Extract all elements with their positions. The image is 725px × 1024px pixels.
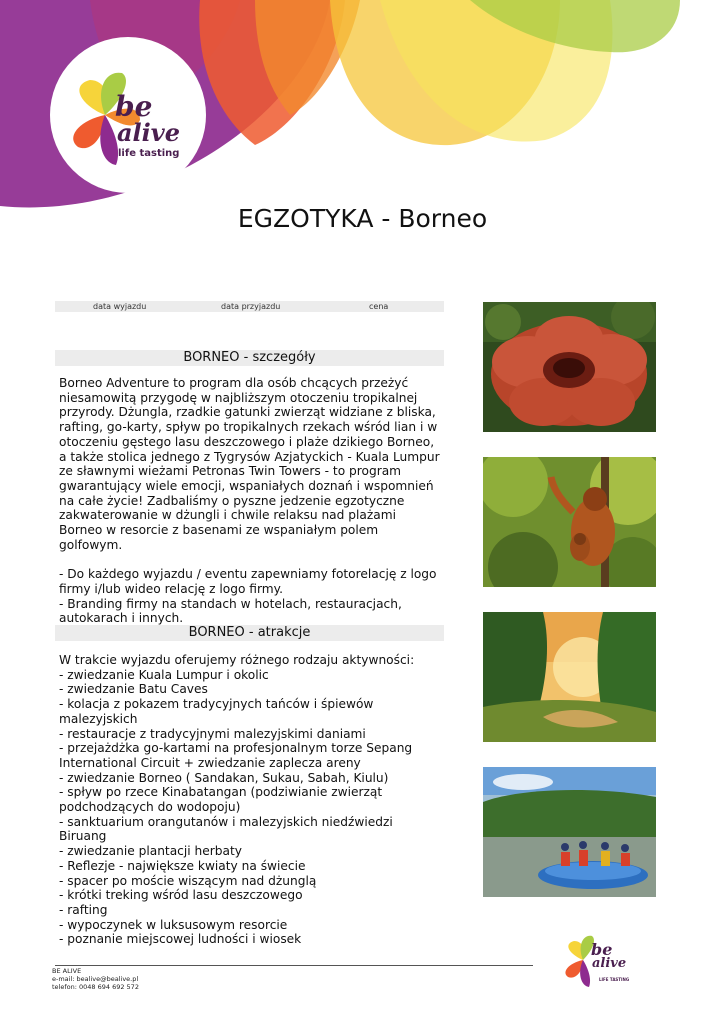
footer-email: e-mail: bealive@bealive.pl: [52, 975, 139, 983]
attraction-item: - krótki treking wśród lasu deszczowego: [59, 888, 303, 903]
attractions-list: [59, 653, 442, 947]
attraction-item: - spacer po moście wiszącym nad dżunglą: [59, 873, 317, 888]
attraction-item: - poznanie miejscowej ludności i wiosek: [59, 932, 302, 947]
logo-text-alive: alive: [117, 118, 180, 147]
attraction-item: - Reflezje - największe kwiaty na świecie: [59, 858, 306, 873]
rafflesia-flower-photo: [483, 302, 656, 432]
logo-tagline: life tasting: [118, 148, 180, 159]
footer-company: BE ALIVE: [52, 967, 82, 975]
attractions-intro: W trakcie wyjazdu oferujemy różnego rodzaju aktywności:: [59, 653, 415, 667]
be-alive-logo: [50, 45, 210, 205]
logo-text-be: be: [591, 940, 613, 959]
details-heading: BORNEO - szczegóły: [55, 350, 444, 366]
attraction-item: - zwiedzanie Borneo ( Sandakan, Sukau, Sabah, Kiulu): [59, 770, 389, 785]
jungle-river-photo: [483, 612, 656, 742]
footer-contact: [52, 967, 139, 991]
page-title: EGZOTYKA - Borneo: [237, 204, 488, 233]
orangutan-photo: [483, 457, 656, 587]
attraction-item: - zwiedzanie plantacji herbaty: [59, 844, 242, 859]
attraction-item: - rafting: [59, 902, 108, 917]
logo-text-be: be: [115, 90, 153, 123]
attraction-item: - restauracje z tradycyjnymi malezyjskimi daniami: [59, 726, 366, 741]
price-label: cena: [369, 302, 389, 311]
rafting-photo: [483, 767, 656, 897]
departure-date-label: data wyjazdu: [93, 302, 147, 311]
attraction-item: - sanktuarium orangutanów i malezyjskich niedźwiedzi Biruang: [59, 814, 397, 844]
arrival-date-label: data przyjazdu: [221, 302, 281, 311]
footer-phone: telefon: 0048 694 692 572: [52, 983, 139, 991]
details-paragraph: - Do każdego wyjazdu / eventu zapewniamy fotorelację z logo firmy i/lub wideo relację z logo firmy. - Branding firmy na standach w hotelach, restauracjach, autokarach i innych.: [59, 567, 437, 626]
trip-info-bar: [55, 301, 444, 312]
logo-tagline: LIFE TASTING: [599, 977, 630, 982]
logo-text-alive: alive: [592, 956, 627, 971]
attraction-item: - wypoczynek w luksusowym resorcie: [59, 917, 288, 932]
details-paragraph: Borneo Adventure to program dla osób chcących przeżyć niesamowitą przygodę w najbliższym otoczeniu tropikalnej przyrody. Dżungla, rzadkie gatunki zwierząt widziane z bliska, rafting, go-karty, spływ po tropikalnych rzekach wśród lian i w otoczeniu gęstego lasu deszczowego i plaże dzikiego Borneo, a także stolica jednego z Tygrysów Azjatyckich - Kuala Lumpur ze sławnymi wieżami Petronas Twin Towers - to program gwarantujący wiele emocji, wspaniałych doznań i wspomnień na całe życie! Zadbaliśmy o pyszne jedzenie egzotyczne zakwaterowanie w dżungli i chwile relaksu nad plażami Borneo w resorcie z basenami ze wspaniałym polem golfowym.: [59, 376, 444, 552]
details-text: [59, 376, 442, 626]
attraction-item: - kolacja z pokazem tradycyjnych tańców i śpiewów malezyjskich: [59, 697, 378, 726]
attraction-item: - spływ po rzece Kinabatangan (podziwianie zwierząt podchodzących do wodopoju): [59, 785, 387, 815]
attraction-item: - zwiedzanie Batu Caves: [59, 682, 208, 697]
attraction-item: - przejażdżka go-kartami na profesjonalnym torze Sepang International Circuit + zwiedzanie zaplecza areny: [59, 741, 417, 770]
footer-divider: [55, 965, 533, 966]
attractions-heading: BORNEO - atrakcje: [55, 625, 444, 641]
attraction-item: - zwiedzanie Kuala Lumpur i okolic: [59, 667, 269, 682]
be-alive-logo-small: [555, 926, 637, 1000]
